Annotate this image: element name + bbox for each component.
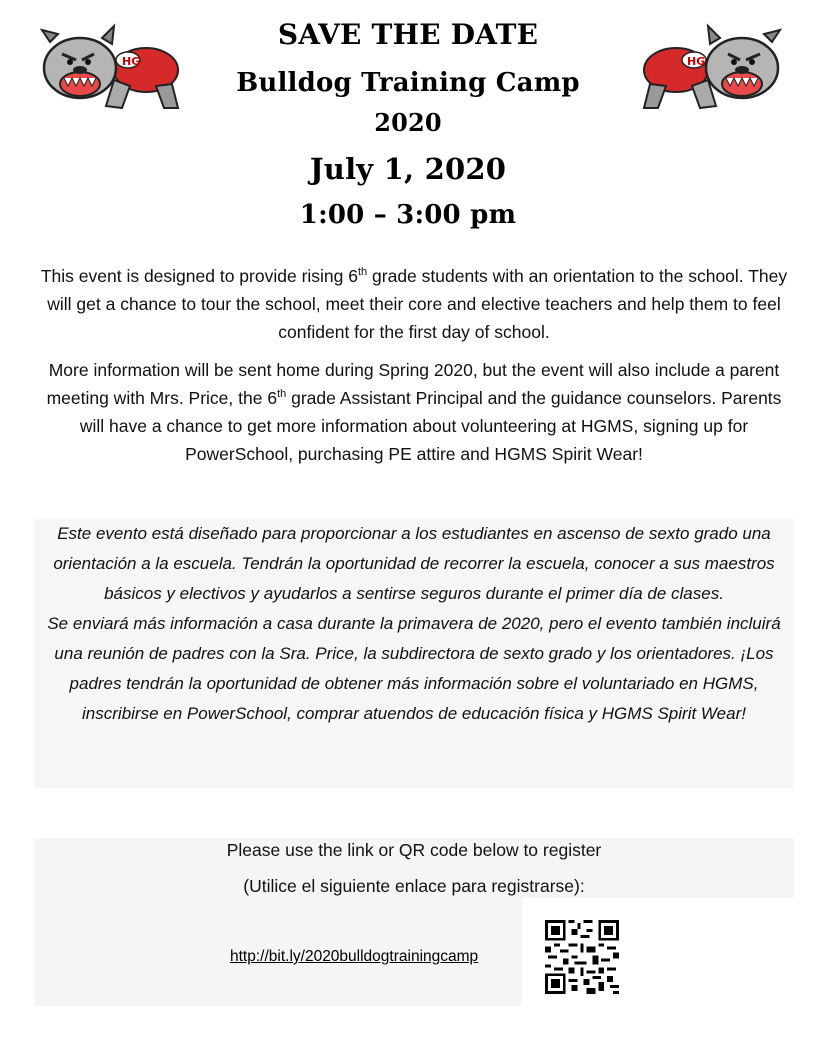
collar-text: HG — [122, 55, 141, 68]
collar-text: HG — [687, 55, 706, 68]
event-time: 1:00 – 3:00 pm — [299, 200, 517, 230]
registration-instruction-en: Please use the link or QR code below to register — [226, 840, 602, 860]
registration-instruction-es: (Utilice el siguiente enlace para registrarse): — [243, 876, 585, 896]
qr-code-icon[interactable] — [545, 920, 619, 994]
spanish-section — [34, 519, 794, 788]
english-paragraph-1: This event is designed to provide rising 6th grade students with an orientation to the school. They will get a chance to tour the school, meet their core and elective teachers and help them to feel confident for the first day of school. — [40, 266, 788, 342]
registration-link[interactable]: http://bit.ly/2020bulldogtrainingcamp — [230, 948, 479, 965]
spanish-paragraph-2: Se enviará más información a casa durante la primavera de 2020, pero el evento también incluirá una reunión de padres con la Sra. Price, la subdirectora de sexto grado y los orientadores. ¡Los padres tendrán la oportunidad de obtener más información sobre el voluntariado en HGMS, inscribirse en PowerSchool, comprar atuendos de educación física y HGMS Spirit Wear! — [47, 614, 781, 723]
english-paragraph-2: More information will be sent home during Spring 2020, but the event will also include a parent meeting with Mrs. Price, the 6th grade Assistant Principal and the guidance counselors. Parents will have a chance to get more information about volunteering at HGMS, signing up for PowerSchool, purchasing PE attire and HGMS Spirit Wear! — [46, 360, 782, 464]
save-the-date-heading: SAVE THE DATE — [277, 18, 539, 51]
event-date: July 1, 2020 — [309, 152, 507, 186]
camp-title: Bulldog Training Camp — [236, 68, 580, 98]
camp-year: 2020 — [374, 108, 442, 137]
spanish-paragraph-1: Este evento está diseñado para proporcionar a los estudiantes en ascenso de sexto grado una orientación a la escuela. Tendrán la oportunidad de recorrer la escuela, conocer a sus maestros básicos y electivos y ayudarlos a sentirse seguros durante el primer día de clases. — [53, 524, 775, 603]
